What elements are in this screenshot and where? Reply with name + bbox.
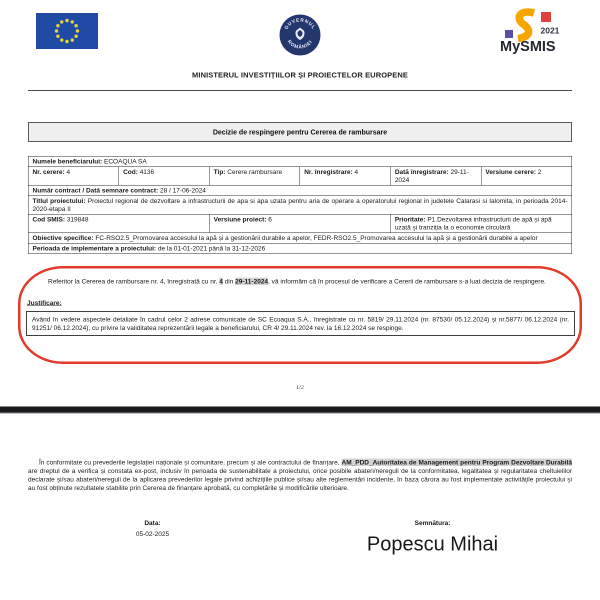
date-label: Data:: [144, 519, 161, 527]
request-version-cell: [481, 167, 572, 186]
cell-value: 29-11-2024: [394, 168, 469, 184]
ministry-title: MINISTERUL INVESTIȚIILOR ȘI PROIECTELOR EUROPENE: [192, 71, 408, 80]
table-row-contract: [28, 185, 572, 196]
registration-number-cell: [300, 167, 391, 186]
signature-label: Semnătura:: [414, 519, 451, 527]
cell-label: Nr. cerere:: [32, 168, 65, 176]
legal-paragraph: [28, 458, 572, 492]
notice-text: , vă informăm că în procesul de verificare a Cererii de rambursare s-a luat decizia de respingere.: [268, 277, 546, 285]
cell-value: 6: [268, 215, 272, 223]
signature-block: [350, 519, 515, 556]
project-meta-table: [28, 156, 572, 254]
rejection-notice: [48, 277, 558, 286]
table-row-smis: [28, 214, 572, 233]
date-block: [100, 519, 205, 538]
period-cell: [28, 243, 572, 254]
contract-cell: [28, 185, 572, 196]
legal-text: În conformitate cu prevederile legislației naționale și comunitare, precum și ale contractului de finanțare,: [39, 458, 342, 466]
cell-label: Cod SMIS:: [32, 215, 65, 223]
cell-label: Versiune proiect:: [213, 215, 267, 223]
cell-label: Numele beneficiarului:: [32, 157, 103, 165]
cell-value: Cerere rambursare: [227, 168, 283, 176]
table-row-period: [28, 243, 572, 254]
objectives-cell: [28, 233, 572, 244]
cell-label: Cod:: [123, 168, 138, 176]
beneficiary-cell: [28, 156, 572, 167]
page-break-bar: [0, 406, 600, 414]
cell-label: Dată înregistrare:: [394, 168, 449, 176]
table-row-objectives: [28, 233, 572, 244]
government-seal-icon: [279, 14, 321, 56]
project-title-cell: [28, 196, 572, 215]
signature-name: Popescu Mihai: [366, 533, 499, 555]
cell-label: Număr contract / Dată semnare contract:: [32, 186, 159, 194]
cell-value: 319848: [66, 215, 89, 223]
table-row-project-title: [28, 196, 572, 215]
mysmis-logo-icon: [494, 8, 574, 56]
cell-value: Proiectul regional de dezvoltare a infrastructurii de apa si apa uzata pentru aria de operare a operatorului regional in judetele Calarasi si Ialomita, in perioada 2014-2020-etapa II: [32, 197, 568, 213]
project-version-cell: [209, 214, 390, 233]
justification-heading: Justificare:: [27, 299, 62, 307]
smis-code-cell: [28, 214, 209, 233]
cell-value: P1.Dezvoltarea infrastructurii de apă și apă uzată și tranziția la o economie circulară: [394, 215, 552, 231]
seal-text-bottom: ROMÂNIEI: [285, 39, 315, 51]
page-number: 1/2: [295, 385, 305, 391]
date-value: 05-02-2025: [135, 530, 170, 538]
table-row-request: [28, 167, 572, 186]
mysmis-year: 2021: [540, 25, 560, 36]
cell-value: 4136: [139, 168, 155, 176]
cell-label: Versiune cerere:: [485, 168, 536, 176]
notice-text: Referitor la Cererea de rambursare nr. 4, înregistrată cu nr.: [48, 277, 220, 285]
cell-value: 2: [537, 168, 542, 176]
cell-label: Nr. înregistrare:: [304, 168, 353, 176]
header-divider: [28, 90, 572, 91]
mysmis-name: MySMIS: [500, 39, 556, 55]
cell-value: ECOAQUA SA: [104, 157, 147, 165]
table-row-beneficiary: [28, 156, 572, 167]
request-type-cell: [209, 167, 300, 186]
notice-text: din: [222, 277, 236, 285]
cell-value: 4: [66, 168, 71, 176]
highlighted-date: 29-11-2024: [235, 277, 269, 285]
cell-value: FC-RSO2.5_Promovarea accesului la apă și a gestionării durabile a apelor, FEDR-RSO2.5_Promovarea accesului la apă și a gestionării durabile a apelor: [95, 234, 538, 242]
cell-value: de la 01-01-2021 până la 31-12-2026: [157, 244, 266, 252]
cell-value: 4: [354, 168, 359, 176]
document-title: Decizie de respingere pentru Cererea de rambursare: [28, 122, 572, 142]
cell-label: Obiective specifice:: [32, 234, 94, 242]
cell-label: Tip:: [213, 168, 226, 176]
legal-text: are dreptul de a verifica și constata ex-post, inclusiv în perioada de sustenabilitate a proiectului, orice posibile abateri/nereguli de la conformitatea, legalitatea și regularitatea cheltuielilor declarate și/sau abateri/nereguli de la aplicarea prevederilor legale privind achizițiile publice și/sau alte reglementări incidente, în baza cărora au fost implementate activitățile proiectului și au fost obținute rezultatele stabilite prin Cererea de finanțare aprobată, cu completările și modificările ulterioare.: [28, 467, 572, 492]
cell-value: 28 / 17-06-2024: [160, 186, 206, 194]
seal-text-top: GUVERNUL: [284, 18, 316, 31]
cell-label: Titlul proiectului:: [32, 197, 86, 205]
eu-flag-icon: [36, 13, 98, 49]
registration-date-cell: [391, 167, 482, 186]
justification-box: Având în vedere aspectele detaliate în cadrul celor 2 adrese comunicate de SC Ecoaqua S.A., înregistrate cu nr. 5819/ 29.11.2024 (nr. 87530/ 05.12.2024) și nr.5877/ 06.12.2024 (nr. 91251/ 06.12.2024), cu privire la validitatea reprezentării legale a beneficiarului, CR 4/ 29.11.2024 rev. la 16.12.2024 se respinge.: [26, 311, 575, 336]
request-code-cell: [119, 167, 210, 186]
request-number-cell: [28, 167, 119, 186]
priority-cell: [391, 214, 572, 233]
highlighted-request-number: 4: [219, 277, 223, 285]
legal-highlight: AM_PDD_Autoritatea de Management pentru Program Dezvoltare Durabilă: [341, 458, 572, 466]
cell-label: Perioada de implementare a proiectului:: [32, 244, 157, 252]
cell-label: Prioritate:: [394, 215, 426, 223]
